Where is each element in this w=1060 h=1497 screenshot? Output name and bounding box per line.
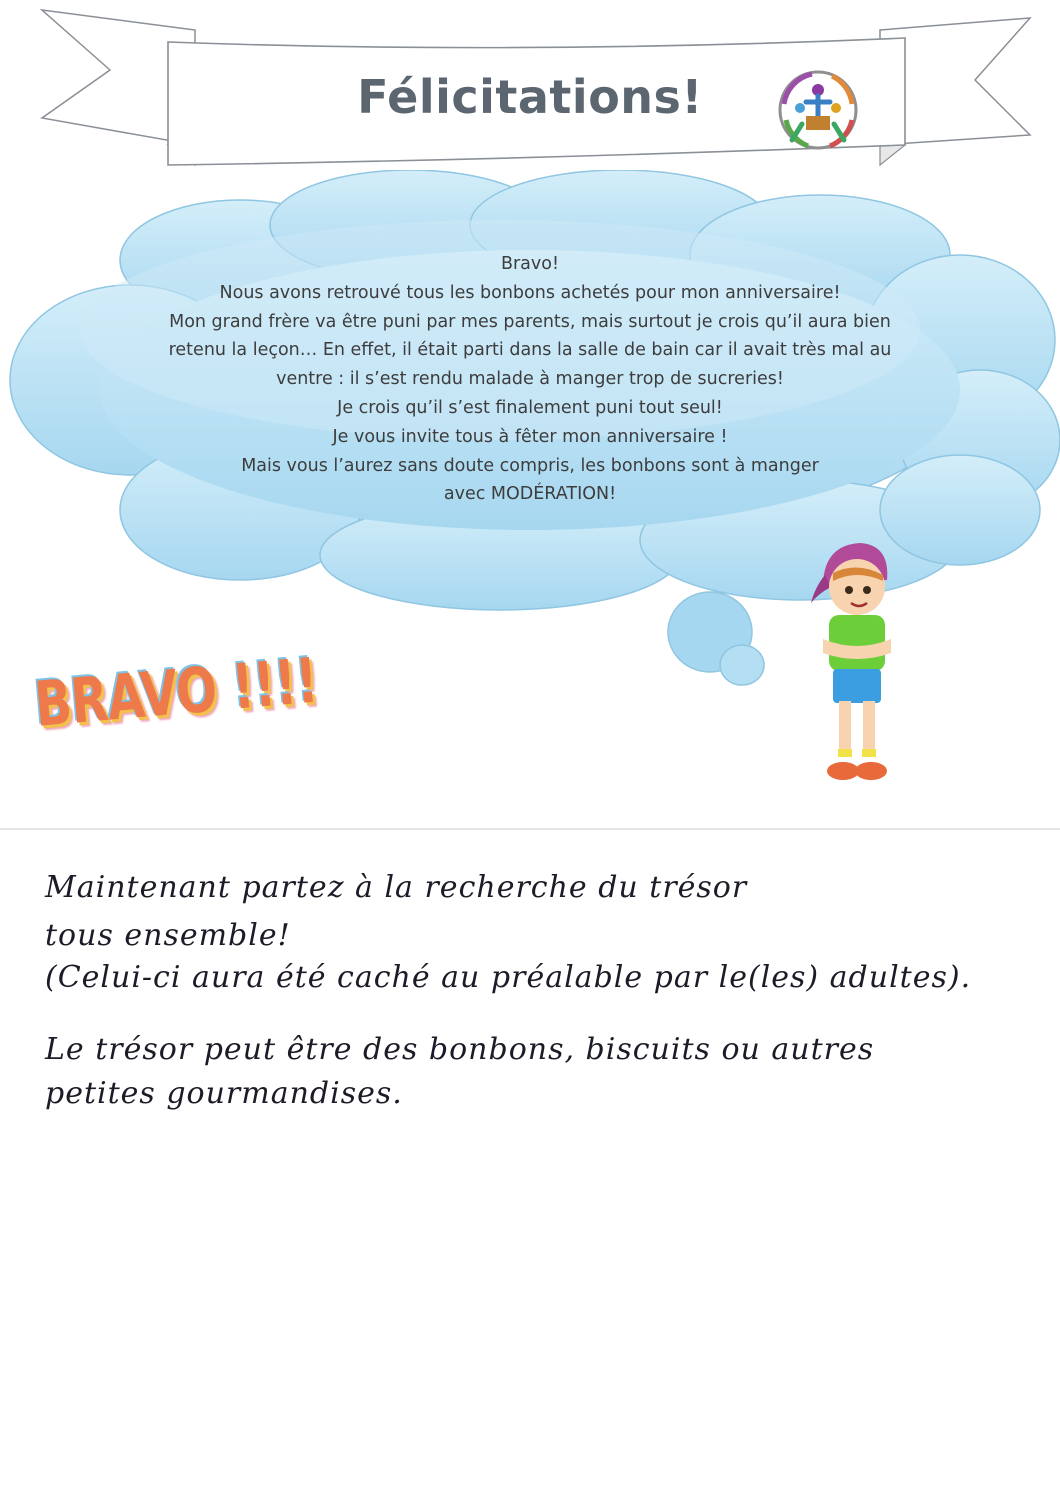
handwritten-line: petites gourmandises. [45, 1076, 403, 1111]
handwritten-line: (Celui-ci aura été caché au préalable par le(les) adultes). [45, 960, 972, 995]
message-line: Mon grand frère va être puni par mes parents, mais surtout je crois qu’il aura bien [169, 311, 891, 332]
bravo-stamp: BRAVO !!!! [31, 643, 321, 741]
handwritten-line: Maintenant partez à la recherche du trésor [45, 870, 748, 905]
message-line: Bravo! [500, 254, 559, 274]
handwritten-line: tous ensemble! [45, 918, 291, 953]
message-line: retenu la leçon… En effet, il était parti dans la salle de bain car il avait très mal au [168, 340, 892, 361]
diversity-people-circle-icon [772, 64, 864, 156]
handwritten-line: Le trésor peut être des bonbons, biscuits ou autres [45, 1032, 875, 1067]
message-line: Nous avons retrouvé tous les bonbons achetés pour mon anniversaire! [219, 282, 841, 303]
message-text [130, 250, 930, 509]
message-line: avec MODÉRATION! [443, 484, 617, 505]
banner-title: Félicitations! [357, 70, 703, 124]
message-line: ventre : il s’est rendu malade à manger trop de sucreries! [276, 369, 784, 390]
message-line: Je vous invite tous à fêter mon anniversaire ! [332, 426, 728, 447]
fold-line [0, 828, 1060, 830]
boy-cap-arms-crossed-icon [805, 535, 905, 785]
message-line: Mais vous l’aurez sans doute compris, les bonbons sont à manger [241, 455, 819, 476]
message-line: Je crois qu’il s’est finalement puni tout seul! [337, 397, 723, 418]
